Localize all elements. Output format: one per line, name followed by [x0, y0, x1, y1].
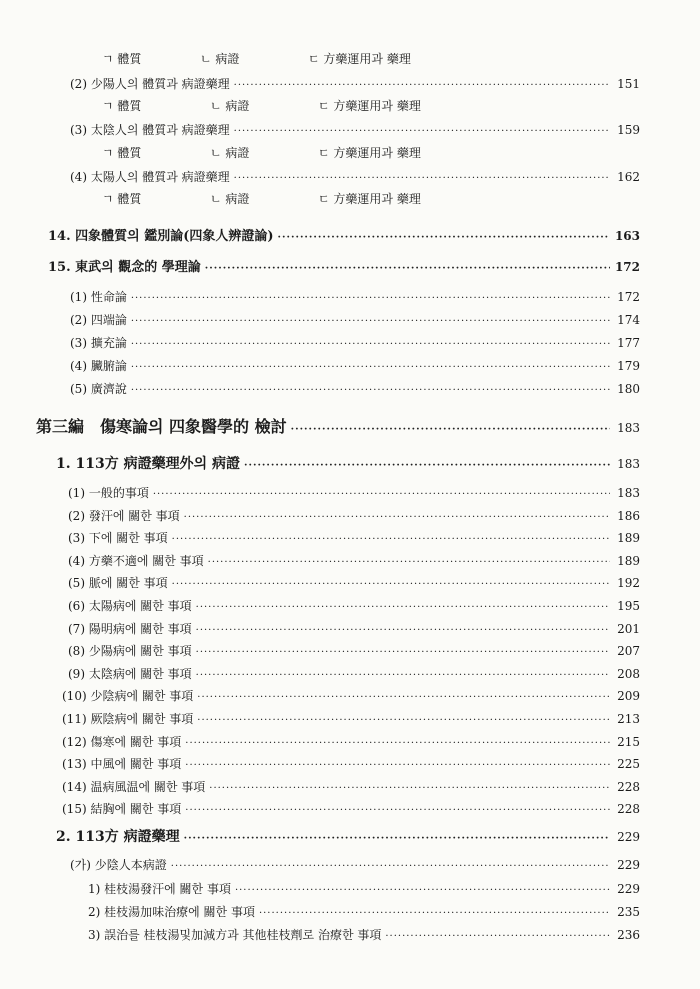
toc-label: (가) 少陰人本病證 [70, 858, 167, 872]
toc-entry[interactable] [0, 687, 700, 704]
toc-label: (10) 少陰病에 關한 事項 [62, 689, 194, 704]
toc-label: (3) 擴充論 [70, 336, 127, 350]
toc-label: (4) 臟腑論 [70, 359, 127, 373]
leader-dots [196, 647, 610, 658]
leader-dots [197, 692, 610, 703]
toc-label: (4) 方藥不適에 關한 事項 [68, 553, 204, 568]
toc-label: (2) 發汗에 關한 事項 [68, 508, 180, 523]
toc-label: (3) 太陰人의 體質과 病證藥理 [70, 123, 230, 137]
leader-dots [259, 908, 610, 919]
toc-chapter[interactable] [0, 225, 700, 244]
leader-dots [171, 861, 610, 872]
page-number: 229 [617, 858, 640, 872]
toc-entry[interactable] [0, 642, 700, 659]
toc-entry[interactable] [0, 288, 700, 305]
page-number: 159 [617, 123, 640, 137]
toc-entry[interactable] [0, 800, 700, 817]
toc-label: 14. 四象體質의 鑑別論(四象人辨證論) [48, 229, 274, 244]
page-number: 151 [617, 77, 640, 91]
toc-label: (12) 傷寒에 關한 事項 [62, 734, 182, 749]
leader-dots [172, 579, 610, 590]
leader-dots [278, 232, 610, 243]
page-number: 162 [617, 170, 640, 184]
toc-entry[interactable] [0, 665, 700, 682]
toc-label: (3) 下에 關한 事項 [68, 531, 168, 546]
page-number: 228 [617, 802, 640, 817]
toc-entry[interactable] [0, 380, 700, 397]
toc-entry[interactable] [0, 357, 700, 374]
page-number: 201 [617, 621, 640, 636]
leader-dots [131, 316, 610, 327]
subtopic-prescription: ㄷ 方藥運用과 藥理 [308, 52, 411, 66]
subtopic-line [102, 190, 421, 207]
toc-entry[interactable] [0, 168, 700, 185]
page-number: 189 [617, 553, 640, 568]
page-number: 192 [617, 576, 640, 591]
page-number: 174 [617, 313, 640, 327]
subtopic-prescription: ㄷ 方藥運用과 藥理 [318, 99, 421, 113]
toc-entry[interactable] [0, 880, 700, 897]
page-number: 225 [617, 757, 640, 772]
page-number: 183 [617, 457, 640, 471]
toc-label: (5) 廣濟說 [70, 382, 127, 396]
toc-entry[interactable] [0, 552, 700, 569]
leader-dots [234, 173, 610, 184]
leader-dots [131, 385, 610, 396]
toc-label: 3) 誤治를 桂枝湯및加減方과 其他桂枝劑로 治療한 事項 [88, 928, 382, 942]
leader-dots [385, 931, 610, 942]
subtopic-line [102, 50, 411, 67]
page-number: 183 [617, 421, 640, 435]
toc-label: (2) 少陽人의 體質과 病證藥理 [70, 77, 230, 91]
toc-label: 15. 東武의 觀念的 學理論 [48, 260, 201, 275]
subtopic-prescription: ㄷ 方藥運用과 藥理 [318, 192, 421, 206]
leader-dots [205, 263, 610, 274]
page-number: 172 [614, 260, 640, 274]
page-number: 229 [617, 882, 640, 896]
subtopic-line [102, 97, 421, 114]
toc-entry[interactable] [0, 778, 700, 795]
toc-label: (1) 一般的事項 [68, 486, 149, 500]
page-number: 189 [617, 531, 640, 546]
subtopic-disease: ㄴ 病證 [210, 192, 250, 206]
page-number: 235 [617, 905, 640, 919]
page-number: 179 [617, 359, 640, 373]
leader-dots [131, 293, 610, 304]
page-number: 183 [617, 486, 640, 500]
toc-section[interactable] [0, 826, 700, 846]
leader-dots [291, 424, 610, 435]
toc-label: (5) 脈에 關한 事項 [68, 576, 168, 591]
leader-dots [196, 670, 610, 681]
page-number: 180 [617, 382, 640, 396]
toc-entry[interactable] [0, 733, 700, 750]
toc-entry[interactable] [0, 484, 700, 501]
toc-label: (11) 厥陰病에 關한 事項 [62, 712, 194, 726]
leader-dots [184, 833, 610, 844]
toc-entry[interactable] [0, 121, 700, 138]
subtopic-line [102, 144, 421, 161]
subtopic-constitution: ㄱ 體質 [102, 192, 142, 206]
leader-dots [209, 783, 610, 794]
toc-label: 第三編 傷寒論의 四象醫學的 檢討 [36, 417, 287, 436]
toc-entry[interactable] [0, 755, 700, 772]
page-number: 207 [617, 644, 640, 659]
leader-dots [172, 534, 610, 545]
toc-entry[interactable] [0, 529, 700, 546]
toc-label: 2) 桂枝湯加味治療에 關한 事項 [88, 905, 255, 919]
toc-chapter[interactable] [0, 256, 700, 275]
leader-dots [153, 489, 610, 500]
page-number: 229 [617, 830, 640, 844]
page-number: 208 [617, 666, 640, 681]
toc-label: 1. 113方 病證藥理外의 病證 [56, 456, 240, 472]
page-number: 177 [617, 336, 640, 350]
page-number: 209 [617, 689, 640, 704]
toc-label: (14) 温病風温에 關한 事項 [62, 779, 206, 794]
page-number: 215 [617, 734, 640, 749]
subtopic-constitution: ㄱ 體質 [102, 52, 142, 66]
leader-dots [197, 715, 610, 726]
toc-label: (7) 陽明病에 關한 事項 [68, 621, 192, 636]
toc-subsection[interactable] [0, 856, 700, 873]
toc-label: (2) 四端論 [70, 313, 127, 327]
toc-entry[interactable] [0, 75, 700, 92]
toc-entry[interactable] [0, 710, 700, 727]
leader-dots [244, 460, 610, 471]
leader-dots [234, 80, 610, 91]
toc-label: (4) 太陽人의 體質과 病證藥理 [70, 170, 230, 184]
toc-part-heading[interactable] [0, 414, 700, 437]
subtopic-constitution: ㄱ 體質 [102, 99, 142, 113]
subtopic-prescription: ㄷ 方藥運用과 藥理 [318, 146, 421, 160]
toc-entry[interactable] [0, 574, 700, 591]
subtopic-disease: ㄴ 病證 [200, 52, 240, 66]
page-number: 195 [617, 599, 640, 613]
toc-entry[interactable] [0, 903, 700, 920]
leader-dots [185, 738, 610, 749]
leader-dots [235, 885, 610, 896]
leader-dots [196, 625, 610, 636]
toc-label: 1) 桂枝湯發汗에 關한 事項 [88, 882, 231, 896]
leader-dots [184, 512, 610, 523]
toc-label: (1) 性命論 [70, 290, 127, 304]
leader-dots [131, 339, 610, 350]
toc-label: (9) 太陰病에 關한 事項 [68, 666, 192, 681]
toc-label: (6) 太陽病에 關한 事項 [68, 599, 192, 613]
leader-dots [131, 362, 610, 373]
page-number: 163 [614, 229, 640, 243]
toc-entry[interactable] [0, 334, 700, 351]
subtopic-disease: ㄴ 病證 [210, 146, 250, 160]
page-number: 213 [617, 712, 640, 726]
toc-entry[interactable] [0, 507, 700, 524]
toc-section[interactable] [0, 453, 700, 473]
page-number: 236 [617, 928, 640, 942]
toc-entry[interactable] [0, 311, 700, 328]
subtopic-disease: ㄴ 病證 [210, 99, 250, 113]
toc-entry[interactable] [0, 620, 700, 637]
page-number: 228 [617, 779, 640, 794]
toc-label: 2. 113方 病證藥理 [56, 829, 180, 845]
leader-dots [196, 602, 610, 613]
toc-entry[interactable] [0, 926, 700, 943]
toc-label: (15) 結胸에 關한 事項 [62, 802, 182, 817]
leader-dots [208, 557, 610, 568]
toc-entry[interactable] [0, 597, 700, 614]
toc-label: (13) 中風에 關한 事項 [62, 757, 182, 772]
toc-label: (8) 少陽病에 關한 事項 [68, 644, 192, 659]
leader-dots [185, 805, 610, 816]
page-number: 186 [617, 508, 640, 523]
subtopic-constitution: ㄱ 體質 [102, 146, 142, 160]
leader-dots [185, 760, 610, 771]
leader-dots [234, 126, 610, 137]
page-number: 172 [617, 290, 640, 304]
